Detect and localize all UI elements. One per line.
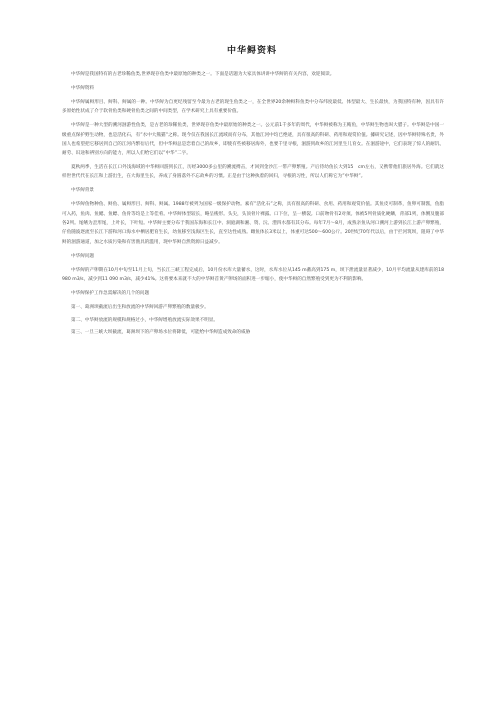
list-item: 第二、中华鲟放流的规模和规格过小，中华鲟增殖放流实际效果不明显。 [71,317,219,323]
list-item: 第一、葛洲坝截流后出生和放流的中华鲟回游产卵繁殖的数量极少。 [71,304,209,310]
section-heading: 中华鲟问题 [71,253,94,259]
intro-paragraph: 中华鲟是我国特有的古老珍稀鱼类,世界现存鱼类中最原始的种类之一。下面是话题为大家具体讲讲中华鲟的有关内容，欢迎阅读。 [71,72,335,77]
section-heading: 中华鲟保护工作急需解决的几个的问题 [71,290,150,296]
paragraph: 中华鲟鱼物种鱼、鲟鱼、属鲟形目、鲟科、鲟属。1988年被列为国家一级保护动物。素有”活化石”之称，具有很高的科研、食用、药用和观赏价值。其鱼皮可制革，鱼卵可制酱，鱼脂可入药，鱼肉、鱼鳃、鱼鳔、鱼骨等均是上等佳肴。中华鲟体型较长，略呈梭形。头尖，头顶骨片裸露。口下位，呈一横裂。口前吻骨有2对须。体被5列骨质化硬鳞，背部1列，体侧及腹部各2列。尾鳍为歪形尾，上叶长，下叶短。中华鲟主要分布于我国东海和长江中、洞庭湖和湘、资、沅、澧四水都有其分布。每年7月～8月，成熟亲鱼从河口溯河上游到长江上游产卵繁殖，仔鱼随波逐流至长江下游和河口海水中栖居肥育生长，幼鱼移至浅海区生长，直至达性成熟。雌鱼体长3米以上，体重可达500～600公斤。20世纪70年代以后，由于拦河筑坝，阻碍了中华鲟的洄游通道，加之水质污染和有害渔具的滥用，现中华鲟自然资源日益减少。 [62,202,444,245]
paragraph: 夏秋两季，生活在长江口外浅海域的中华鲟回游到长江，历经3000多公里的溯流搏击，才回到金沙江一带产卵繁殖。产后待幼鱼长大到15 cm左右，又携带他们旅居外海。它们就这样世世代代在长江和上游出生，在大海里生长，养成了身圆落外不忘故乡的习惯。正是由于这种执着的回归，寻根的习性，所以人们称它为”中华鲟”。 [62,165,444,180]
paragraph: 中华鲟的产卵期在10月中旬至11月上旬，当长江三峡工程完成后，10月份水库大量蓄水，这时，水库水位从145 m蓄高到175 m，坝下泄流量显著减少，10月平均流量从建库前的18 980 m3/s，减少到11 090 m3/s，减少41%。这将要本来就不大的中华鲟首黄产卵场的面积进一步缩小，使中华鲟的自然繁殖受到更为不利的影响。 [62,267,444,282]
document-title: 中华鲟资料 [226,46,277,56]
document-body [62,70,444,341]
paragraph: 中华鲟是一种大型的溯河洄游性鱼类，是古老的珍稀鱼类，世界现存鱼类中最原始的种类之一。公元前1千多年的周代，中华鲟被称为王鲔鱼，中华鲟生物也叫大腊子。中华鲟是中国一级重点保护野生动物，也是活化石，有”水中大熊猫”之称。现今仅在我国长江流域而有分布，其他江河中均已绝迹，具有很高的科研、药用和观赏价值。據研究记述，因中华鲟特殊名贵，外国人也希望把它移居到自己的江河内繁衍后代，但中华鲟总是恋着自己的故乡，即使有些被移居海外，也要千里寻根，洄游到故乡的江河里生儿育女。在洄游途中，它们表现了惊人的耐饥、耐劳、识途和辨别方向的能力，所以人们给它们以”中华”二字。 [62,123,444,157]
paragraph: 中华鲟属鲟形目、鲟科、鲟属的一种。中华鲟为自更纪残留至今最为古老的现生鱼类之一，在全世界20余种鲟科鱼类中分布纬度最低、体型最大、生长最快，为我国特有种，因具有许多原始性状成了介于软骨鱼类和硬骨鱼类之间的中间类型，在学术研究上具有重要价值。 [62,99,444,115]
list-item: 第三、一旦三峡大坝截流，葛洲坝下的产卵场水位将降低，可能给中华鲟造成致命的威胁 [71,330,251,336]
section-heading: 中华鲟资料 [71,85,94,91]
section-heading: 中华鲟背景 [71,188,94,194]
